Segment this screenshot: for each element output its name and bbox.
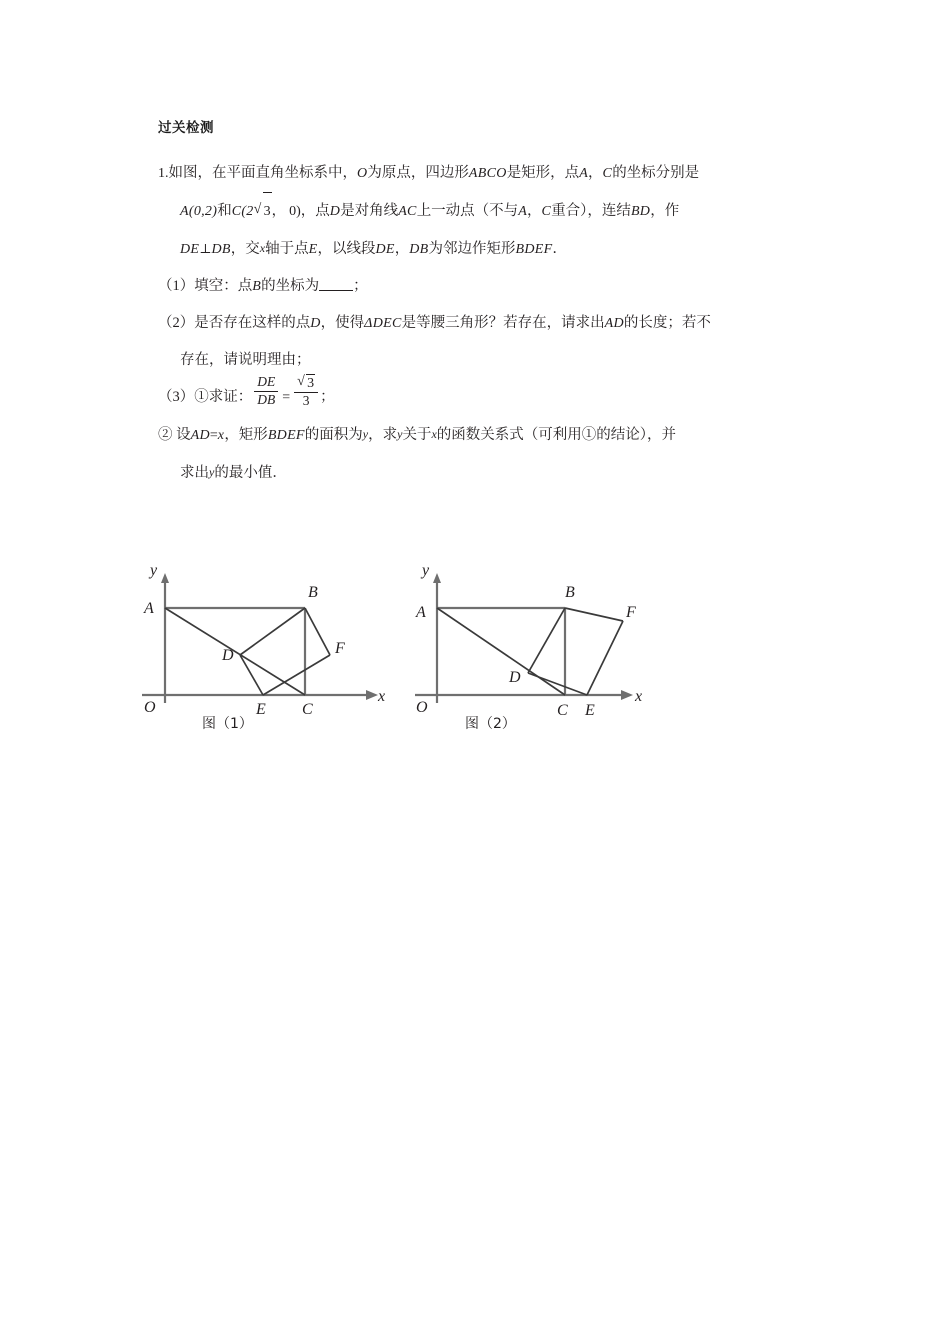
figure-2-diagram <box>405 555 665 715</box>
label-C: C <box>557 702 568 715</box>
problem-1-text-2c: 上一动点（不与 <box>416 203 519 220</box>
sub-item-4-text-a: ，矩形 <box>224 427 268 444</box>
math-x-axis: x <box>259 241 266 256</box>
problem-1-line-1 <box>158 155 818 192</box>
problem-number: 1. <box>158 166 169 182</box>
problem-1-and: 和 <box>217 203 232 220</box>
problem-1-text-a: 如图，在平面直角坐标系中， <box>168 165 357 182</box>
math-fraction-denominator: DB <box>257 392 276 408</box>
problem-1-text-3e: 为邻边作矩形 <box>428 241 516 258</box>
sub-item-4-line-2 <box>158 454 818 492</box>
math-D2: D <box>310 316 321 332</box>
label-B: B <box>565 584 575 601</box>
math-equals-sign: = <box>282 390 291 406</box>
math-sqrt-3-rhs <box>297 374 315 393</box>
math-x2: x <box>431 427 437 442</box>
problem-1-text-3f: ． <box>552 242 567 258</box>
label-O: O <box>144 699 156 715</box>
problem-1-text-2e: 重合），连结 <box>551 203 631 220</box>
sub-item-2 <box>158 305 818 342</box>
math-triangle-DEC: ΔDEC <box>364 316 402 332</box>
math-fraction-numerator: DE <box>254 374 278 392</box>
problem-1-text-d: ， <box>588 165 603 182</box>
label-x-axis: x <box>378 688 386 705</box>
label-O: O <box>416 699 428 715</box>
label-E: E <box>256 701 266 715</box>
sub-item-4-text-c: ，求 <box>368 427 398 444</box>
problem-1-text-3a: ，交 <box>230 241 260 258</box>
sub-item-4-text-d: 关于 <box>402 427 432 444</box>
problem-1-text-2d: ， <box>527 203 542 220</box>
math-y2: y <box>397 427 403 442</box>
math-DE: DE <box>180 242 200 258</box>
problem-1-text-3b: 轴于点 <box>265 241 309 258</box>
label-D: D <box>222 647 234 664</box>
problem-1-text-b: 为原点，四边形 <box>367 165 469 182</box>
math-y3: y <box>209 465 215 480</box>
math-A: A <box>579 166 589 182</box>
figure-1-caption: 图（1） <box>202 716 253 732</box>
problem-1-text-2a: ，点 <box>300 203 330 220</box>
math-AD: AD <box>604 316 624 332</box>
sub-item-3-label: （3）①求证： <box>158 389 253 406</box>
math-E: E <box>308 242 318 258</box>
sub-item-4-line2-b: 的最小值． <box>214 465 287 482</box>
problem-1-text-c: 是矩形，点 <box>506 165 580 182</box>
math-sqrt-3-rhs-body: 3 <box>307 375 315 391</box>
sub-item-1 <box>158 268 818 305</box>
segment-EF <box>587 621 623 695</box>
math-equals-2: = <box>209 428 218 444</box>
sub-item-1-label: （1）填空：点 <box>158 278 253 295</box>
sub-item-4 <box>158 416 818 454</box>
math-DB: DB <box>211 242 231 258</box>
math-fraction-sqrt3-3 <box>294 374 318 410</box>
math-ABCO: ABCO <box>468 166 507 182</box>
math-C: C <box>602 166 613 182</box>
figure-2 <box>405 555 665 732</box>
math-C-coord-pre: C(2 <box>231 204 254 220</box>
math-DB2: DB <box>409 242 429 258</box>
figure-1 <box>130 555 390 732</box>
figure-1-diagram <box>130 555 390 715</box>
sub-item-4-text-b: 的面积为 <box>304 427 363 444</box>
math-AD2: AD <box>190 428 210 444</box>
problem-1-text-e: 的坐标分别是 <box>612 165 700 182</box>
math-AC: AC <box>398 204 417 220</box>
problem-1-text-2b: 是对角线 <box>340 203 399 220</box>
math-fraction-rhs-denominator: 3 <box>302 393 310 409</box>
math-y: y <box>362 427 369 442</box>
y-axis-arrow <box>433 573 441 583</box>
problem-1-text-3c: ，以线段 <box>317 241 376 258</box>
math-A-coord: A(0,2) <box>180 204 218 220</box>
math-A2: A <box>518 204 528 220</box>
math-B: B <box>252 279 262 295</box>
segment-DE <box>528 673 587 695</box>
section-title: 过关检测 <box>158 120 214 136</box>
label-C: C <box>302 701 313 715</box>
sub-item-2-text-b: 是等腰三角形？若存在，请求出 <box>401 315 605 332</box>
problem-1-text-3d: ， <box>394 241 410 258</box>
label-B: B <box>308 584 318 601</box>
problem-1-text-2f: ，作 <box>650 203 680 220</box>
segment-FB <box>565 608 623 621</box>
math-fraction-DE-DB <box>254 374 278 409</box>
math-BDEF: BDEF <box>515 242 553 258</box>
math-O: O <box>357 166 368 182</box>
sub-item-4-line2-a: 求出 <box>180 465 209 482</box>
math-DE2: DE <box>375 242 395 258</box>
math-C2: C <box>541 204 552 220</box>
sub-item-1-end: ； <box>353 278 368 295</box>
sub-item-2-text-c: 的长度；若不 <box>623 315 711 332</box>
label-y-axis: y <box>422 562 430 579</box>
sub-item-4-text-e: 的函数关系式（可利用①的结论），并 <box>436 427 677 444</box>
segment-BD <box>528 608 565 673</box>
answer-blank[interactable] <box>319 277 353 291</box>
figure-2-caption: 图（2） <box>465 716 516 732</box>
sub-item-3-end: ； <box>320 389 335 406</box>
math-sqrt-3 <box>254 192 272 230</box>
document-content <box>158 120 818 492</box>
problem-1-line-3 <box>158 230 818 268</box>
sub-item-1-text: 的坐标为 <box>261 278 320 295</box>
label-F: F <box>335 640 345 657</box>
label-y-axis: y <box>150 562 158 579</box>
math-sqrt-3-body: 3 <box>263 192 272 230</box>
x-axis-arrow <box>621 690 633 700</box>
label-D: D <box>509 669 521 686</box>
figure-group <box>130 555 820 755</box>
segment-AC-diagonal <box>437 608 565 695</box>
segment-FB <box>305 608 330 655</box>
sub-item-3 <box>158 374 818 416</box>
math-BDEF2: BDEF <box>267 428 305 444</box>
math-BD: BD <box>630 204 651 220</box>
x-axis-arrow <box>366 690 378 700</box>
sub-item-4-label: ② 设 <box>158 427 191 444</box>
label-E: E <box>585 702 595 715</box>
math-D: D <box>329 204 341 220</box>
label-A: A <box>416 604 426 621</box>
label-x-axis: x <box>635 688 643 705</box>
problem-1-line-2 <box>158 192 818 230</box>
label-A: A <box>144 600 154 617</box>
math-fraction-rhs-numerator <box>294 374 318 394</box>
math-x: x <box>217 428 225 444</box>
math-perp-symbol: ⊥ <box>199 242 212 258</box>
sub-item-2-line-2: 存在，请说明理由； <box>180 352 311 369</box>
segment-BD <box>240 608 305 655</box>
label-F: F <box>626 604 636 621</box>
math-C-coord-post: ， 0) <box>271 204 301 220</box>
sub-item-2-text-a: ，使得 <box>320 315 365 332</box>
sub-item-2-label: （2）是否存在这样的点 <box>158 315 311 332</box>
y-axis-arrow <box>161 573 169 583</box>
